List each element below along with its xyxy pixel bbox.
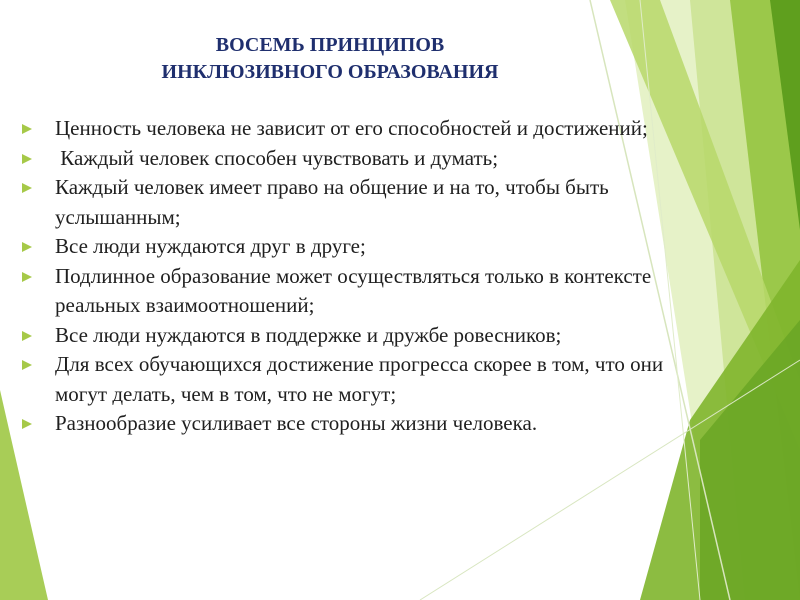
arrow-bullet-icon — [22, 331, 32, 341]
principles-list — [22, 114, 682, 439]
slide-title — [60, 32, 600, 86]
arrow-bullet-icon — [22, 154, 32, 164]
list-item-text: Каждый человек имеет право на общение и на то, чтобы быть услышанным; — [55, 175, 609, 229]
title-line-2: ИНКЛЮЗИВНОГО ОБРАЗОВАНИЯ — [161, 61, 499, 83]
list-item — [22, 262, 682, 321]
list-item — [22, 144, 682, 174]
list-item — [22, 350, 682, 409]
list-item-text: Разнообразие усиливает все стороны жизни человека. — [55, 411, 538, 435]
list-item-text: Подлинное образование может осуществляться только в контексте реальных взаимоотношений; — [55, 263, 652, 317]
arrow-bullet-icon — [22, 124, 32, 134]
list-item-text: Все люди нуждаются в поддержке и дружбе ровесников; — [55, 322, 562, 347]
title-line-1: ВОСЕМЬ ПРИНЦИПОВ — [215, 34, 445, 56]
list-item-text: Каждый человек способен чувствовать и думать; — [55, 145, 499, 170]
list-item-text: Для всех обучающихся достижение прогресса скорее в том, что они могут делать, чем в том, что не могут; — [55, 352, 664, 406]
list-item-text: Ценность человека не зависит от его способностей и достижений; — [55, 116, 648, 140]
list-item — [22, 114, 682, 144]
arrow-bullet-icon — [22, 419, 32, 429]
arrow-bullet-icon — [22, 272, 32, 282]
arrow-bullet-icon — [22, 183, 32, 193]
arrow-bullet-icon — [22, 242, 32, 252]
list-item-text: Все люди нуждаются друг в друге; — [55, 234, 366, 258]
list-item — [22, 409, 682, 439]
list-item — [22, 321, 682, 351]
list-item — [22, 173, 682, 232]
list-item — [22, 232, 682, 262]
arrow-bullet-icon — [22, 360, 32, 370]
